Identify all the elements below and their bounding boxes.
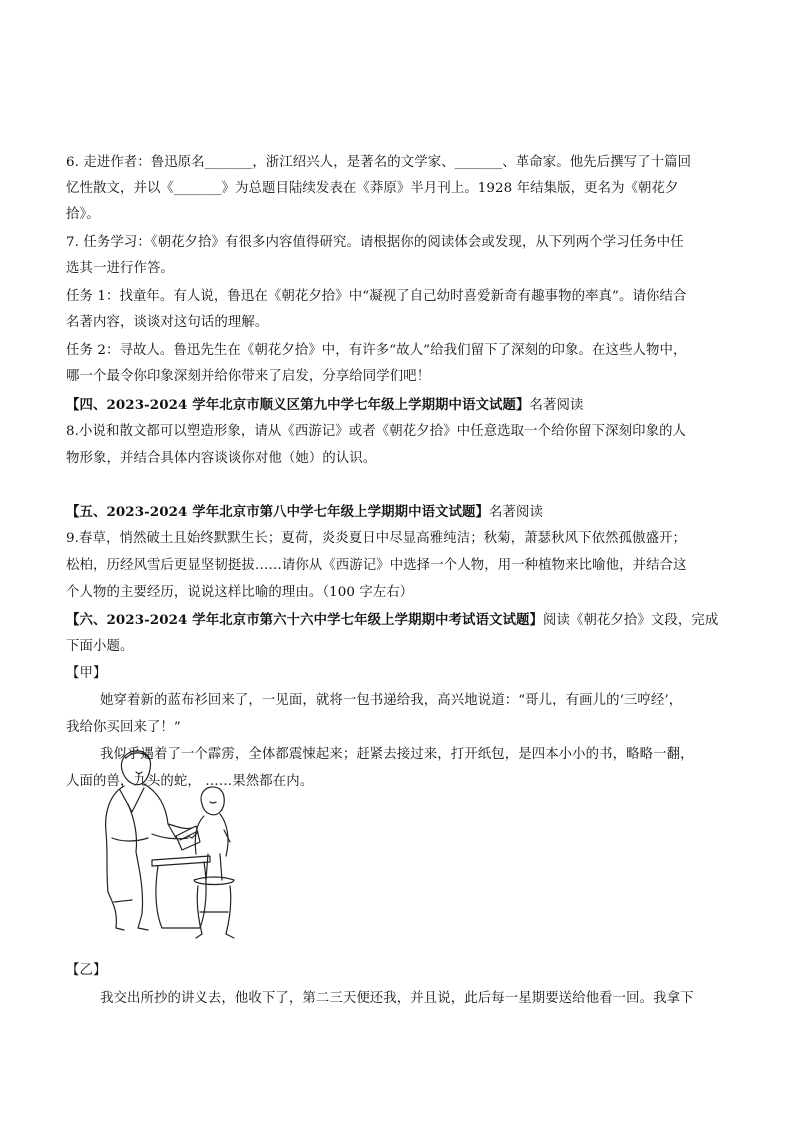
table [152,856,210,866]
q9-line-2: 松柏，历经风雪后更显坚韧挺拔……请你从《西游记》中选择一个人物，用一种植物来比喻他，并结合这 [66,558,687,573]
stool [194,877,234,885]
section-4-heading-title: 【四、2023-2024 学年北京市顺义区第九中学七年级上学期期中语文试题】 [66,397,530,413]
passage-jia-p1-line-2: 我给你买回来了！” [66,720,181,735]
passage-yi-label: 【乙】 [66,963,107,978]
task2-line-1: 任务 2：寻故人。鲁迅先生在《朝花夕拾》中，有许多“故人”给我们留下了深刻的印象。在这些人物中， [66,343,687,358]
section-5-heading-title: 【五、2023-2024 学年北京市第八中学七年级上学期期中语文试题】 [66,504,490,520]
q7-line-2: 选其一进行作答。 [66,261,174,276]
passage-jia-p2-line-1: 我似乎遇着了一个霹雳，全体都震悚起来；赶紧去接过来，打开纸包，是四本小小的书，略略一翻， [100,747,694,762]
q9-line-1: 9.春草，悄然破土且始终默默生长；夏荷，炎炎夏日中尽显高雅纯洁；秋菊，萧瑟秋风下依然孤傲盛开； [66,531,687,546]
q6-line-1: 6. 走进作者：鲁迅原名_______，浙江绍兴人，是著名的文学家、_______、革命家。他先后撰写了十篇回 [66,155,692,170]
task2-line-2: 哪一个最令你印象深刻并给你带来了启发，分享给同学们吧！ [66,369,431,384]
q6-line-3: 拾》。 [66,207,100,222]
child-head [201,787,224,815]
section-6-heading [66,611,746,630]
q8-line-1: 8.小说和散文都可以塑造形象，请从《西游记》或者《朝花夕拾》中任意选取一个给你留下深刻印象的人 [66,424,687,439]
section-6-heading-line-2: 下面小题。 [66,639,134,654]
section-4-heading-type: 名著阅读 [529,398,584,413]
section-6-heading-title: 【六、2023-2024 学年北京市第六十六中学七年级上学期期中考试语文试题】 [66,612,543,628]
section-6-heading-task: 阅读《朝花夕拾》文段，完成 [542,613,719,628]
q9-line-3: 个人物的主要经历，说说这样比喻的理由。（100 字左右） [66,585,414,600]
q6-line-2: 忆性散文，并以《_______》为总题目陆续发表在《莽原》半月刊上。1928 年结集版，更名为《朝花夕 [66,181,679,196]
q7-line-1: 7. 任务学习：《朝花夕拾》有很多内容值得研究。请根据你的阅读体会或发现，从下列两个学习任务中任 [66,235,684,250]
woman-right-side [144,784,176,838]
passage-yi-p1-line-1: 我交出所抄的讲义去，他收下了，第二三天便还我，并且说，此后每一星期要送给他看一回。我拿下 [100,991,694,1006]
passage-jia-p1-line-1: 她穿着新的蓝布衫回来了，一见面，就将一包书递给我，高兴地说道：“哥儿，有画儿的‘三哼经’， [100,693,683,708]
section-5-heading [66,503,746,522]
task1-line-2: 名著内容，谈谈对这句话的理解。 [66,315,269,330]
section-4-heading [66,396,746,415]
passage-jia-label: 【甲】 [66,666,107,681]
task1-line-1: 任务 1：找童年。有人说，鲁迅在《朝花夕拾》中“凝视了自己幼时喜爱新奇有趣事物的率真”。请你结合 [66,289,687,304]
passage-jia-p2-line-2: 人面的兽，九头的蛇， ……果然都在内。 [66,774,314,789]
illustration-ah-chang-giving-book [92,742,242,944]
q8-line-2: 物形象，并结合具体内容谈谈你对他（她）的认识。 [66,451,377,466]
section-5-heading-type: 名著阅读 [489,505,543,520]
